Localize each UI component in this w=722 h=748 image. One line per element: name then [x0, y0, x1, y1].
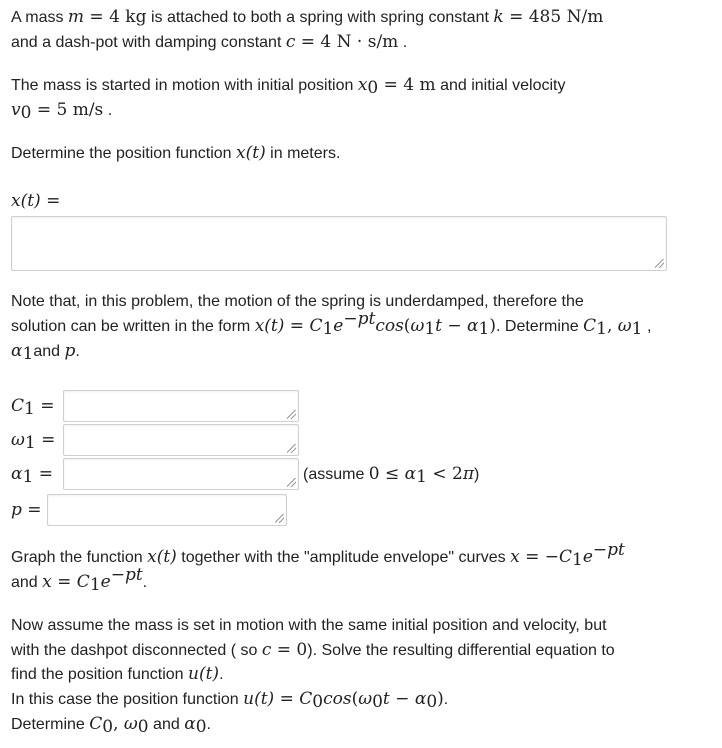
- text: and a dash-pot with damping constant: [11, 34, 286, 51]
- c1-input[interactable]: [63, 390, 299, 422]
- undamped-line5: [11, 712, 711, 737]
- math-x0-value: = 4 m: [378, 75, 436, 95]
- undamped-line1: [11, 613, 711, 638]
- math-x: x: [236, 143, 246, 163]
- math: ω: [617, 316, 632, 336]
- sub: 0: [367, 78, 379, 98]
- text: and: [33, 343, 65, 360]
- text: find the position function: [11, 666, 189, 683]
- sub: 1: [322, 319, 334, 339]
- math: C: [583, 316, 597, 336]
- text: Determine: [11, 716, 90, 733]
- text: .: [206, 716, 211, 733]
- math: C: [89, 714, 103, 734]
- resize-grip-icon[interactable]: [287, 410, 296, 419]
- resize-grip-icon[interactable]: [287, 444, 296, 453]
- math-t-eq: (t) =: [20, 191, 61, 211]
- text: ). Solve the resulting differential equation to: [307, 642, 615, 659]
- text: and: [148, 716, 185, 733]
- math: −: [389, 689, 415, 709]
- text: ,: [642, 318, 652, 335]
- resize-grip-icon[interactable]: [655, 259, 664, 268]
- determine-line: [11, 141, 711, 166]
- math: C: [76, 572, 90, 592]
- math: ): [489, 316, 496, 336]
- math: α: [467, 316, 479, 336]
- math: α: [11, 341, 23, 361]
- text: . Determine: [496, 318, 584, 335]
- math: x: [147, 547, 157, 567]
- math: p: [64, 341, 76, 361]
- undamped-line3: [11, 662, 711, 687]
- math: C: [559, 547, 573, 567]
- math: ω: [358, 689, 373, 709]
- text: Determine the position function: [11, 145, 237, 162]
- text: and: [11, 574, 43, 591]
- math-x0: x: [357, 75, 368, 95]
- text: .: [219, 666, 224, 683]
- w1-label: [11, 427, 55, 454]
- text: A mass: [11, 9, 68, 26]
- math: ω: [410, 316, 425, 336]
- resize-grip-icon[interactable]: [275, 514, 284, 523]
- math-m-value: = 4 kg: [84, 7, 147, 27]
- math: = 0: [271, 640, 308, 660]
- math-k-value: = 485 N/m: [503, 7, 604, 27]
- math: u: [243, 689, 255, 709]
- sub: 0: [426, 692, 438, 712]
- text: The mass is started in motion with initial position: [11, 77, 358, 94]
- math: < 2: [426, 464, 463, 484]
- sub: 0: [372, 692, 383, 712]
- text: .: [443, 691, 449, 708]
- text: ): [474, 466, 480, 483]
- sub: 0: [195, 717, 207, 737]
- math: π: [462, 464, 475, 484]
- sub: 1: [24, 433, 36, 453]
- math: c: [261, 640, 272, 660]
- math: t: [435, 316, 442, 336]
- math: α: [404, 464, 417, 484]
- math: C: [309, 316, 323, 336]
- math: ): [437, 689, 444, 709]
- sup: −pt: [343, 309, 376, 329]
- p-input[interactable]: [47, 494, 287, 526]
- math: α: [11, 464, 23, 484]
- xt-label: [11, 189, 711, 214]
- math-x: x: [11, 191, 21, 211]
- math: =: [51, 572, 77, 592]
- sub: 1: [416, 467, 427, 487]
- math: α: [184, 714, 196, 734]
- sub: 1: [572, 550, 583, 570]
- math: −: [441, 316, 468, 336]
- math: =: [34, 396, 55, 416]
- problem-intro-line1: [11, 5, 711, 30]
- math: u: [188, 664, 199, 684]
- sub: 1: [22, 344, 34, 364]
- a1-label: [11, 461, 53, 488]
- math: (t): [156, 547, 177, 567]
- text: and initial velocity: [435, 77, 566, 94]
- sub: 1: [89, 575, 101, 595]
- x-t-answer-textarea[interactable]: [11, 216, 667, 271]
- sub: 1: [424, 319, 436, 339]
- math: x: [254, 316, 265, 336]
- math-v0-value: = 5 m/s: [31, 100, 104, 120]
- math: cos: [375, 316, 404, 336]
- problem-intro-line2: [11, 30, 711, 55]
- a1-input[interactable]: [63, 458, 299, 490]
- text: solution can be written in the form: [11, 318, 255, 335]
- math: α: [414, 689, 427, 709]
- math: (: [403, 316, 411, 336]
- math: ,: [113, 714, 124, 734]
- math: = −: [519, 547, 560, 567]
- math-k: k: [493, 7, 504, 27]
- text: .: [142, 574, 148, 591]
- text: (assume: [303, 466, 369, 483]
- text: is attached to both a spring with spring constant: [146, 9, 494, 26]
- text: .: [398, 34, 408, 51]
- c1-label: [11, 393, 55, 420]
- math-m: m: [67, 7, 85, 27]
- initial-line2: [11, 98, 711, 123]
- math: C: [11, 396, 25, 416]
- math: p: [11, 500, 22, 520]
- undamped-line2: [11, 638, 711, 663]
- math: =: [35, 430, 56, 450]
- sub: 0: [20, 103, 32, 123]
- sup: −pt: [592, 540, 625, 560]
- math: =: [21, 500, 42, 520]
- math: x: [510, 547, 520, 567]
- math: ,: [606, 316, 618, 336]
- math-t: (t): [245, 143, 266, 163]
- text: with the dashpot disconnected ( so: [11, 642, 262, 659]
- undamped-line4: [11, 687, 711, 712]
- math: ω: [11, 430, 25, 450]
- math-v0: v: [11, 100, 21, 120]
- sub: 1: [478, 319, 490, 339]
- math: t: [382, 689, 390, 709]
- w1-input[interactable]: [63, 424, 299, 456]
- text: In this case the position function: [11, 691, 244, 708]
- math: 0 ≤: [368, 464, 405, 484]
- text: .: [75, 343, 80, 360]
- text: .: [103, 102, 113, 119]
- initial-line1: [11, 73, 711, 98]
- math: (t) =: [264, 316, 310, 336]
- sub: 0: [102, 717, 114, 737]
- sub: 1: [22, 467, 34, 487]
- math: =: [33, 464, 53, 484]
- note-line2: [11, 309, 711, 339]
- text: Graph the function: [11, 549, 148, 566]
- resize-grip-icon[interactable]: [287, 478, 296, 487]
- text: Now assume the mass is set in motion with the same initial position and velocity, but: [11, 617, 607, 634]
- math: (t) =: [254, 689, 300, 709]
- text: Note that, in this problem, the motion of the spring is underdamped, therefore the: [11, 293, 584, 310]
- text: in meters.: [265, 145, 341, 162]
- math: (t): [198, 664, 220, 684]
- math: C: [299, 689, 313, 709]
- text: together with the "amplitude envelope" curves: [176, 549, 511, 566]
- math: e: [100, 572, 111, 592]
- sub: 0: [312, 692, 324, 712]
- math: (: [351, 689, 359, 709]
- math-c-value: = 4 N · s/m: [295, 32, 399, 52]
- sub: 1: [596, 319, 607, 339]
- sub: 1: [24, 399, 35, 419]
- math: x: [42, 572, 52, 592]
- sub: 1: [631, 319, 643, 339]
- math: e: [582, 547, 593, 567]
- p-label: [11, 497, 42, 524]
- graph-line2: [11, 565, 711, 595]
- note-line3: [11, 339, 711, 364]
- math-c: c: [285, 32, 296, 52]
- math: ω: [123, 714, 138, 734]
- math: e: [333, 316, 344, 336]
- sub: 0: [137, 717, 149, 737]
- math: cos: [323, 689, 352, 709]
- assume-note: [303, 461, 479, 488]
- sup: −pt: [110, 565, 143, 585]
